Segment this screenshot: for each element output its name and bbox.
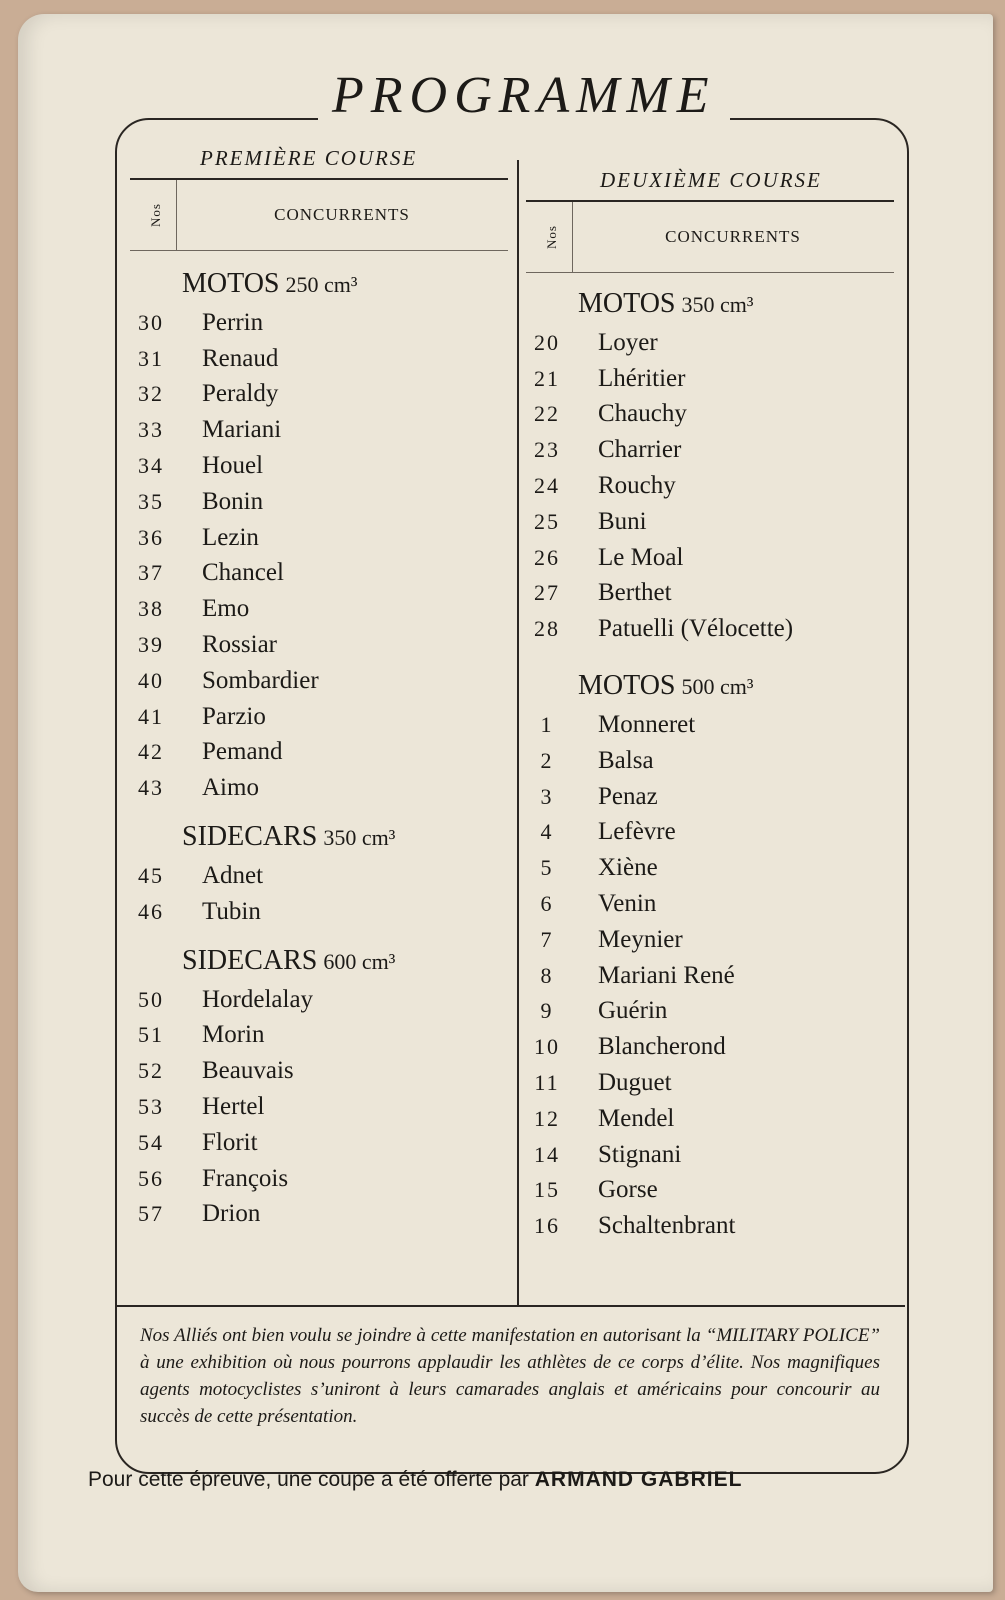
entry-number: 21: [534, 365, 560, 391]
entry-number: 6: [540, 891, 554, 917]
entry-number: 39: [138, 632, 164, 658]
entry-name: Renaud: [202, 344, 279, 372]
concurrents-header: CONCURRENTS: [665, 227, 801, 246]
entry-row: [526, 1029, 894, 1065]
entry-number: 3: [540, 783, 554, 809]
course-2-title: DEUXIÈME COURSE: [526, 160, 894, 202]
entry-row: [130, 1089, 508, 1125]
section-class: MOTOS: [182, 268, 280, 299]
entry-number: 31: [138, 345, 164, 371]
entry-number: 22: [534, 401, 560, 427]
entry-number: 5: [540, 855, 554, 881]
section-title: [526, 665, 894, 707]
entry-name: Loyer: [598, 328, 658, 356]
entry-number: 11: [534, 1070, 560, 1096]
entry-row: [130, 556, 508, 592]
section-capacity: 250 cm³: [285, 272, 358, 297]
entry-number: 9: [540, 998, 554, 1024]
race-section: [526, 283, 894, 647]
course-2-entries: [526, 283, 894, 1244]
note-divider: [115, 1305, 905, 1307]
nos-header: Nos: [136, 180, 177, 250]
entry-number: 33: [138, 417, 164, 443]
entry-name: Houel: [202, 452, 264, 480]
entry-row: [526, 432, 894, 468]
entry-name: Bonin: [202, 487, 264, 515]
entry-number: 41: [138, 703, 164, 729]
entry-name: Duguet: [598, 1069, 672, 1097]
course-2-column-header: [526, 202, 894, 273]
concurrents-header: CONCURRENTS: [274, 205, 410, 224]
entry-number: 40: [138, 667, 164, 693]
entry-name: Chauchy: [598, 400, 687, 428]
entry-number: 54: [138, 1129, 164, 1155]
entry-name: Charrier: [598, 436, 682, 464]
entry-row: [526, 815, 894, 851]
entry-number: 2: [540, 747, 554, 773]
entry-number: 46: [138, 898, 164, 924]
entry-name: Hertel: [202, 1093, 265, 1121]
entry-row: [526, 1173, 894, 1209]
entry-name: Pemand: [202, 738, 283, 766]
entry-row: [130, 858, 508, 894]
entry-row: [130, 412, 508, 448]
entry-name: Parzio: [202, 702, 266, 730]
entry-number: 38: [138, 596, 164, 622]
entry-row: [526, 886, 894, 922]
entry-row: [526, 397, 894, 433]
entry-name: Emo: [202, 595, 250, 623]
entry-name: Hordelalay: [202, 985, 314, 1013]
entry-name: Berthet: [598, 579, 672, 607]
section-title: [526, 283, 894, 325]
entry-number: 36: [138, 524, 164, 550]
entry-name: Schaltenbrant: [598, 1212, 736, 1240]
entry-row: [130, 663, 508, 699]
entry-row: [130, 305, 508, 341]
section-class: MOTOS: [578, 670, 676, 702]
entry-number: 8: [540, 962, 554, 988]
entry-row: [526, 504, 894, 540]
entry-row: [526, 994, 894, 1030]
entry-row: [526, 1137, 894, 1173]
entry-number: 32: [138, 381, 164, 407]
entry-row: [526, 1101, 894, 1137]
entry-row: [130, 770, 508, 806]
entry-number: 28: [534, 616, 560, 642]
entry-number: 45: [138, 863, 164, 889]
entry-name: Lhéritier: [598, 364, 686, 392]
section-title: [130, 263, 508, 305]
entry-name: Aimo: [202, 774, 259, 802]
entry-name: Meynier: [598, 925, 683, 953]
entry-name: Mendel: [598, 1104, 675, 1132]
section-capacity: 500 cm³: [681, 674, 754, 700]
entry-row: [130, 735, 508, 771]
entry-number: 50: [138, 986, 164, 1012]
section-class: MOTOS: [578, 288, 676, 319]
entry-row: [130, 1197, 508, 1233]
entry-number: 15: [534, 1177, 560, 1203]
entry-row: [526, 576, 894, 612]
entry-number: 52: [138, 1058, 164, 1084]
entry-number: 25: [534, 508, 560, 534]
entry-name: Mariani René: [598, 961, 735, 989]
entry-name: François: [202, 1164, 289, 1192]
entry-row: [130, 377, 508, 413]
entry-name: Le Moal: [598, 543, 684, 571]
section-title: [130, 816, 508, 858]
entry-name: Xiène: [598, 854, 658, 882]
entry-name: Buni: [598, 507, 647, 535]
entry-number: 16: [534, 1213, 560, 1239]
entry-row: [130, 627, 508, 663]
entry-number: 51: [138, 1022, 164, 1048]
race-section: [130, 816, 508, 930]
entry-name: Chancel: [202, 559, 284, 587]
course-1-entries: [130, 263, 508, 1232]
entry-name: Blancherond: [598, 1033, 726, 1061]
sponsor-name: ARMAND GABRIEL: [534, 1468, 743, 1491]
section-capacity: 350 cm³: [323, 825, 396, 851]
entry-row: [526, 779, 894, 815]
entry-number: 34: [138, 453, 164, 479]
entry-number: 24: [534, 473, 560, 499]
entry-name: Tubin: [202, 897, 261, 925]
entry-row: [130, 484, 508, 520]
entry-number: 30: [138, 309, 164, 335]
entry-row: [526, 707, 894, 743]
entry-name: Venin: [598, 890, 657, 918]
page-title: PROGRAMME: [318, 64, 730, 128]
entry-number: 14: [534, 1141, 560, 1167]
entry-number: 53: [138, 1094, 164, 1120]
entry-number: 1: [540, 712, 554, 738]
entry-row: [526, 540, 894, 576]
entry-row: [130, 699, 508, 735]
section-capacity: 600 cm³: [323, 948, 396, 974]
column-divider: [517, 160, 519, 1305]
entry-name: Lefèvre: [598, 818, 676, 846]
entry-number: 7: [540, 926, 554, 952]
entry-name: Drion: [202, 1200, 261, 1228]
entry-number: 56: [138, 1165, 164, 1191]
entry-name: Guérin: [598, 997, 668, 1025]
entry-row: [526, 468, 894, 504]
entry-row: [526, 1065, 894, 1101]
entry-row: [526, 361, 894, 397]
course-1-column: [130, 138, 508, 1232]
entry-row: [130, 591, 508, 627]
entry-name: Lezin: [202, 523, 259, 551]
entry-row: [526, 1208, 894, 1244]
entry-name: Balsa: [598, 746, 654, 774]
entry-name: Rossiar: [202, 631, 277, 659]
entry-name: Florit: [202, 1128, 258, 1156]
entry-number: 10: [534, 1034, 560, 1060]
race-section: [130, 940, 508, 1233]
entry-row: [526, 325, 894, 361]
entry-row: [130, 448, 508, 484]
course-2-column: [526, 160, 894, 1244]
entry-row: [130, 982, 508, 1018]
entry-row: [130, 1053, 508, 1089]
section-title: [130, 940, 508, 982]
course-1-title: PREMIÈRE COURSE: [130, 138, 508, 180]
military-police-note: Nos Alliés ont bien voulu se joindre à cette manifestation en autorisant la “MILITARY POLICE” à une exhibition où nous pourrons applaudir les athlètes de ce corps d’élite. Nos magnifiques agents motocyclistes s’uniront à leurs camarades anglais et américains pour concourir au succès de cette présentation.: [140, 1325, 880, 1427]
entry-name: Morin: [202, 1021, 265, 1049]
entry-row: [526, 922, 894, 958]
race-section: [130, 263, 508, 806]
entry-row: [526, 850, 894, 886]
footer-line: [88, 1468, 908, 1492]
entry-name: Penaz: [598, 782, 658, 810]
entry-number: 20: [534, 329, 560, 355]
course-1-column-header: [130, 180, 508, 251]
entry-number: 27: [534, 580, 560, 606]
entry-row: [130, 520, 508, 556]
section-class: SIDECARS: [182, 821, 318, 853]
entry-name: Patuelli (Vélocette): [598, 615, 794, 643]
entry-name: Perrin: [202, 308, 264, 336]
entry-row: [130, 1161, 508, 1197]
entry-name: Rouchy: [598, 472, 676, 500]
entry-number: 37: [138, 560, 164, 586]
footer-text: Pour cette épreuve, une coupe a été offerte par: [88, 1468, 529, 1491]
entry-number: 23: [534, 437, 560, 463]
section-capacity: 350 cm³: [681, 292, 754, 317]
entry-number: 35: [138, 488, 164, 514]
entry-name: Mariani: [202, 416, 282, 444]
entry-row: [130, 894, 508, 930]
entry-row: [526, 611, 894, 647]
race-section: [526, 665, 894, 1244]
entry-name: Monneret: [598, 711, 696, 739]
entry-name: Stignani: [598, 1140, 682, 1168]
section-class: SIDECARS: [182, 944, 318, 976]
entry-row: [130, 1018, 508, 1054]
entry-number: 42: [138, 739, 164, 765]
entry-name: Adnet: [202, 862, 264, 890]
entry-name: Sombardier: [202, 666, 319, 694]
entry-row: [130, 1125, 508, 1161]
entry-name: Beauvais: [202, 1057, 294, 1085]
entry-number: 43: [138, 775, 164, 801]
entry-number: 12: [534, 1105, 560, 1131]
nos-header: Nos: [532, 202, 573, 272]
entry-number: 26: [534, 544, 560, 570]
entry-row: [526, 958, 894, 994]
entry-row: [526, 743, 894, 779]
entry-name: Gorse: [598, 1176, 658, 1204]
entry-number: 57: [138, 1201, 164, 1227]
entry-number: 4: [540, 819, 554, 845]
entry-name: Peraldy: [202, 380, 279, 408]
entry-row: [130, 341, 508, 377]
